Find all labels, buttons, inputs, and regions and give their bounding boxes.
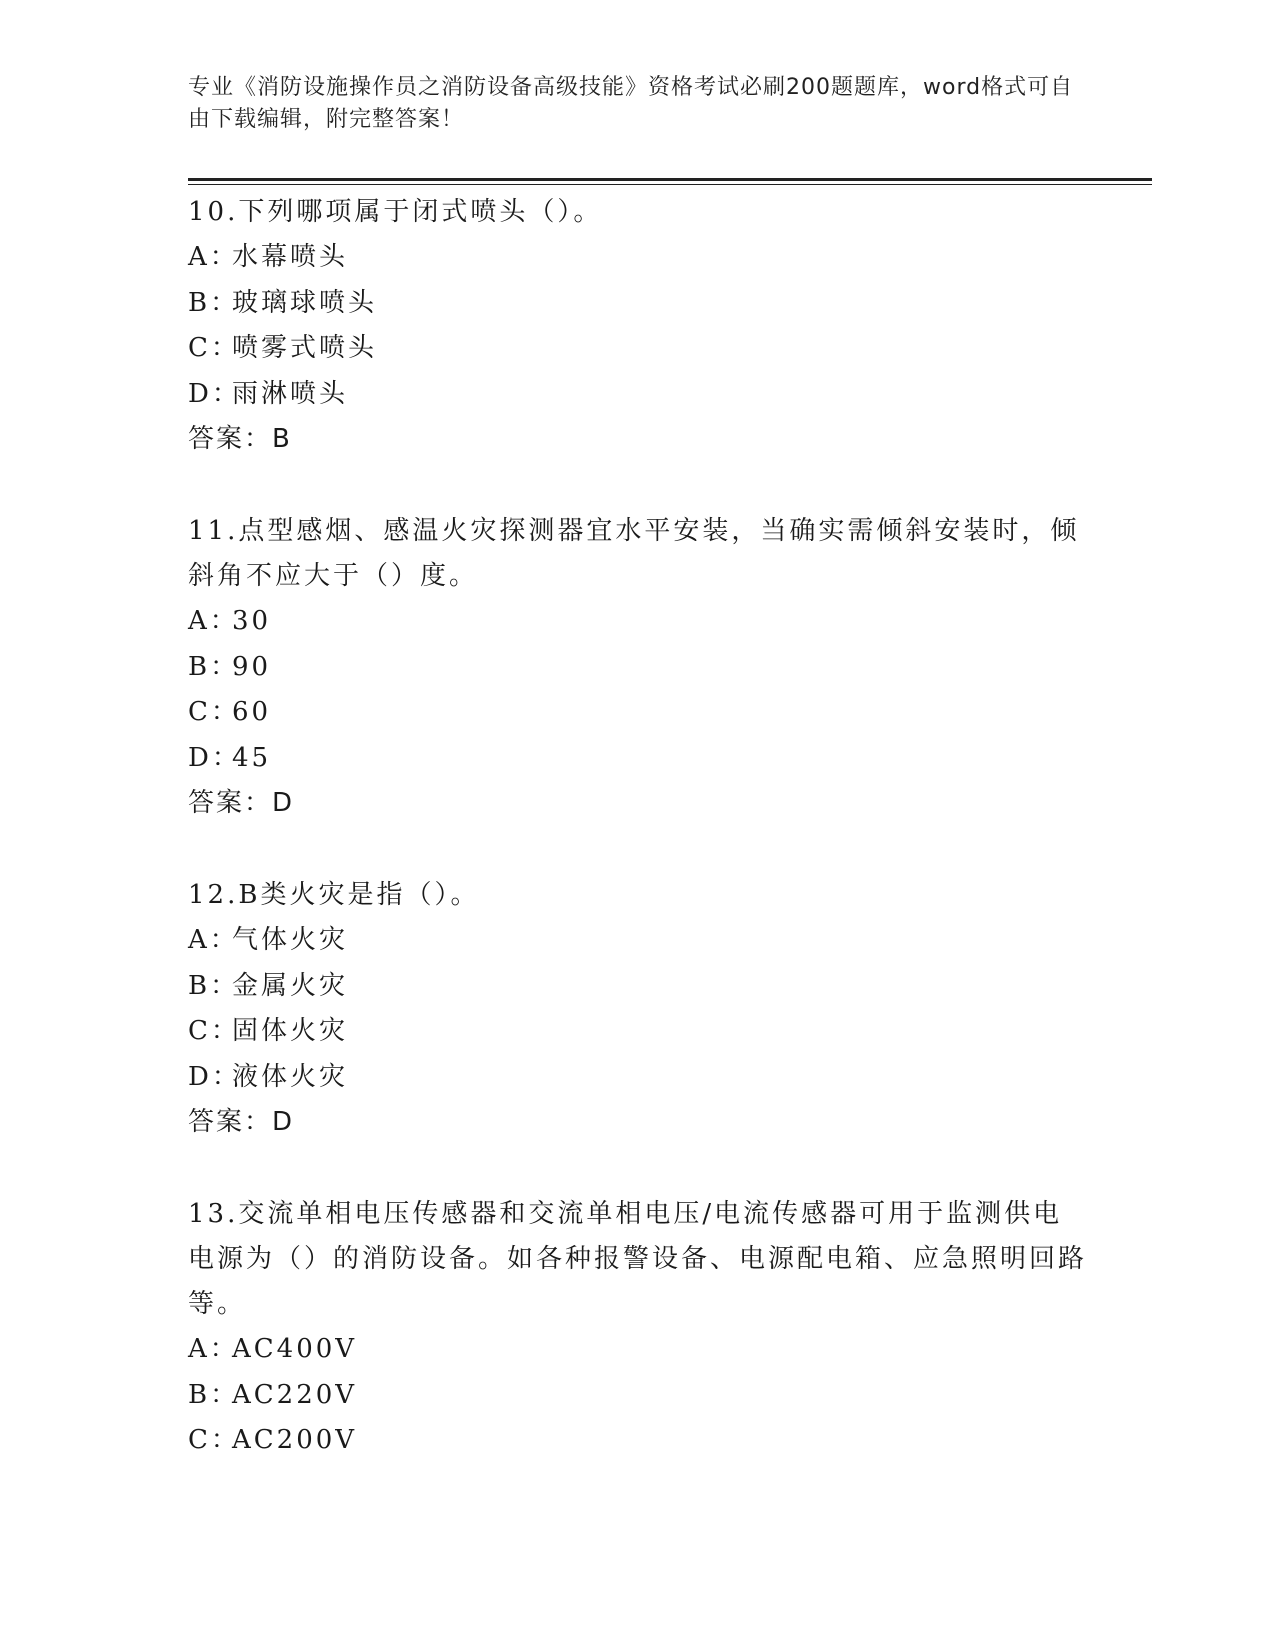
option-b — [188, 1373, 1088, 1419]
answer-line: 答案：D — [188, 1107, 295, 1137]
option-key: C： — [188, 333, 240, 363]
header-rule-thin — [188, 184, 1152, 185]
option-a — [188, 599, 1088, 645]
question-list — [188, 190, 1088, 1464]
option-text: 60 — [232, 697, 272, 727]
question-12 — [188, 873, 1088, 1145]
option-text: 45 — [232, 742, 272, 773]
option-text: 液体火灾 — [232, 1061, 349, 1092]
option-key: A： — [188, 925, 239, 955]
option-b — [188, 964, 1088, 1010]
option-c — [188, 1418, 1088, 1464]
option-c — [188, 326, 1088, 372]
option-a — [188, 1327, 1088, 1373]
option-key: C： — [188, 697, 240, 727]
option-text: 水幕喷头 — [232, 242, 349, 272]
document-header — [188, 72, 1088, 136]
option-key: A： — [188, 1334, 239, 1364]
option-key: B： — [188, 287, 240, 318]
question-text: 11.点型感烟、感温火灾探测器宜水平安装，当确实需倾斜安装时，倾斜角不应大于（）度。 — [188, 516, 1080, 591]
option-key: D： — [188, 742, 241, 773]
question-text: 12.B类火灾是指（）。 — [188, 880, 480, 910]
option-text: 90 — [232, 651, 272, 682]
option-text: AC200V — [232, 1425, 358, 1455]
option-key: B： — [188, 651, 240, 682]
option-text: AC220V — [232, 1379, 358, 1410]
option-text: 雨淋喷头 — [232, 378, 349, 409]
question-text: 10.下列哪项属于闭式喷头（）。 — [188, 197, 603, 227]
option-key: D： — [188, 1061, 241, 1092]
option-text: AC400V — [232, 1334, 358, 1364]
option-a — [188, 235, 1088, 281]
option-a — [188, 918, 1088, 964]
option-c — [188, 1009, 1088, 1055]
option-key: C： — [188, 1425, 240, 1455]
option-text: 固体火灾 — [232, 1016, 349, 1046]
option-key: B： — [188, 1379, 240, 1410]
header-rule-thick — [188, 178, 1152, 181]
option-key: C： — [188, 1016, 240, 1046]
option-d — [188, 1055, 1088, 1101]
option-text: 喷雾式喷头 — [232, 333, 378, 363]
option-text: 气体火灾 — [232, 925, 349, 955]
option-key: D： — [188, 378, 241, 409]
question-10 — [188, 190, 1088, 462]
option-text: 金属火灾 — [232, 970, 349, 1001]
header-title: 专业《消防设施操作员之消防设备高级技能》资格考试必刷200题题库，word格式可自由下载编辑，附完整答案！ — [188, 75, 1074, 132]
option-d — [188, 736, 1088, 782]
option-d — [188, 372, 1088, 418]
option-b — [188, 281, 1088, 327]
option-b — [188, 645, 1088, 691]
option-text: 玻璃球喷头 — [232, 287, 378, 318]
question-13 — [188, 1192, 1088, 1464]
option-key: A： — [188, 606, 239, 636]
option-c — [188, 690, 1088, 736]
option-text: 30 — [232, 606, 272, 636]
answer-line: 答案：B — [188, 424, 292, 454]
question-11 — [188, 509, 1088, 826]
option-key: A： — [188, 242, 239, 272]
answer-line: 答案：D — [188, 788, 295, 818]
question-text: 13.交流单相电压传感器和交流单相电压/电流传感器可用于监测供电电源为（）的消防设备。如各种报警设备、电源配电箱、应急照明回路等。 — [188, 1199, 1088, 1319]
option-key: B： — [188, 970, 240, 1001]
